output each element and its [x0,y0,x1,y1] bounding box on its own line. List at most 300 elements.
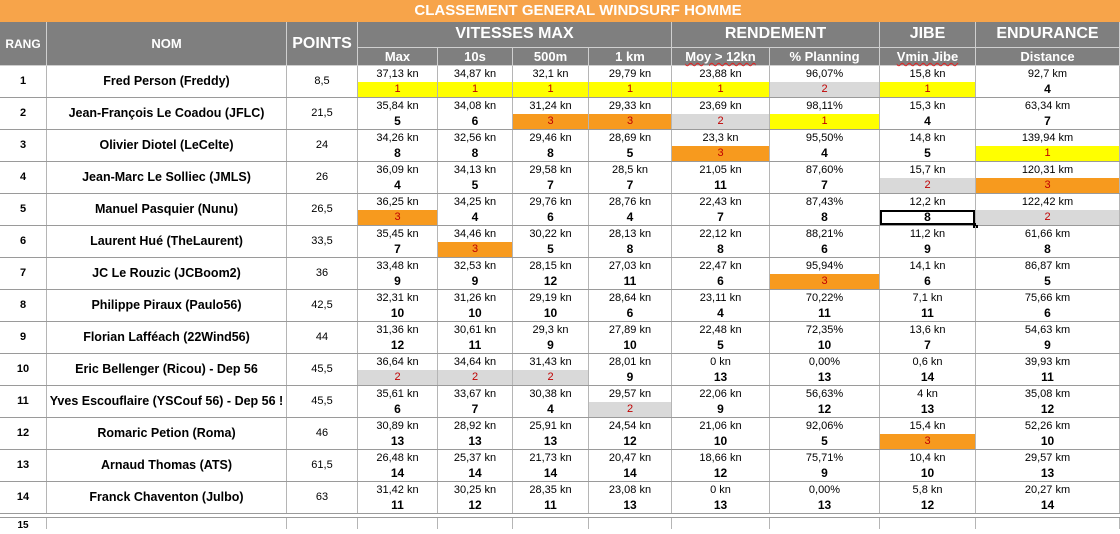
cell-distance-value[interactable]: 92,7 km [1027,68,1068,80]
cell-vmin-jibe-rank[interactable]: 2 [880,178,975,193]
cell-500m-rank[interactable]: 3 [513,114,588,129]
header-group-jibe[interactable]: JIBE [880,22,976,48]
cell-vmin-jibe-value[interactable]: 15,7 kn [909,164,946,176]
cell-vmin-jibe [880,162,976,193]
cell-moy-value[interactable]: 22,47 kn [699,260,742,272]
cell-10s-rank[interactable]: 14 [468,466,482,480]
cell-500m-value[interactable]: 32,1 kn [532,68,569,80]
cell-moy-rank[interactable]: 13 [713,498,728,512]
partial-row-cell[interactable] [672,518,770,529]
cell-moy-rank[interactable]: 11 [714,178,727,192]
cell-vmin-jibe-value[interactable]: 15,8 kn [909,68,946,80]
cell-moy-value[interactable]: 23,69 kn [699,100,742,112]
cell-planning-rank[interactable]: 3 [770,274,879,289]
cell-planning-value[interactable]: 95,50% [805,132,844,144]
cell-nom[interactable]: Romaric Petion (Roma) [47,418,287,449]
cell-10s-rank[interactable]: 10 [468,306,482,320]
cell-nom[interactable]: Laurent Hué (TheLaurent) [47,226,287,257]
cell-10s-value[interactable]: 34,13 kn [453,164,497,176]
cell-planning-value[interactable]: 92,06% [805,420,844,432]
cell-max-rank[interactable]: 13 [390,434,405,448]
cell-vmin-jibe-rank[interactable]: 12 [920,498,935,512]
cell-nom[interactable]: Olivier Diotel (LeCelte) [47,130,287,161]
cell-distance-value[interactable]: 20,27 km [1024,484,1071,496]
cell-distance-value[interactable]: 122,42 km [1021,196,1074,208]
cell-nom[interactable]: Arnaud Thomas (ATS) [47,450,287,481]
cell-max-value[interactable]: 26,48 kn [376,452,419,464]
cell-vmin-jibe-rank[interactable]: 5 [924,146,931,160]
cell-planning-value[interactable]: 0,00% [808,484,841,496]
cell-planning-value[interactable]: 96,07% [805,68,844,80]
partial-row-cell[interactable] [976,518,1120,529]
cell-rang[interactable]: 9 [0,322,47,353]
cell-500m-rank[interactable]: 9 [547,338,554,352]
cell-max-value[interactable]: 31,42 kn [376,484,419,496]
cell-planning-rank[interactable]: 4 [821,146,828,160]
cell-planning-rank[interactable]: 9 [821,466,828,480]
cell-points[interactable]: 33,5 [287,226,358,257]
cell-vmin-jibe-value[interactable]: 10,4 kn [909,452,946,464]
cell-max-value[interactable]: 36,09 kn [376,164,419,176]
cell-distance-rank[interactable]: 2 [976,210,1119,225]
cell-vmin-jibe-rank[interactable]: 7 [924,338,931,352]
header-group-rendement[interactable]: RENDEMENT [672,22,880,48]
cell-distance-value[interactable]: 29,57 km [1024,452,1071,464]
cell-planning-rank[interactable]: 6 [821,242,828,256]
cell-500m-rank[interactable]: 2 [513,370,588,385]
cell-1km-rank[interactable]: 2 [589,402,671,417]
cell-10s-value[interactable]: 32,53 kn [453,260,497,272]
cell-planning-rank[interactable]: 8 [821,210,828,224]
cell-distance-value[interactable]: 120,31 km [1021,164,1074,176]
cell-vmin-jibe [880,226,976,257]
header-sub-distance[interactable]: Distance [976,48,1120,66]
cell-500m-value[interactable]: 29,19 kn [529,292,572,304]
cell-max-rank[interactable]: 10 [390,306,405,320]
cell-10s-rank[interactable]: 8 [471,146,479,160]
cell-500m-value[interactable]: 29,58 kn [529,164,572,176]
cell-planning-rank[interactable]: 1 [770,114,879,129]
cell-10s-value[interactable]: 34,08 kn [453,100,497,112]
cell-max-rank[interactable]: 11 [391,498,404,512]
cell-planning-value[interactable]: 98,11% [806,100,843,112]
cell-max-rank[interactable]: 2 [358,370,437,385]
cell-500m-rank[interactable]: 5 [547,242,554,256]
header-group-vitesses[interactable]: VITESSES MAX [358,22,672,48]
cell-planning-value[interactable]: 87,60% [805,164,844,176]
cell-rang[interactable]: 2 [0,98,47,129]
header-sub-vmin-jibe[interactable] [880,48,976,66]
cell-distance-value[interactable]: 63,34 km [1024,100,1071,112]
cell-moy-rank[interactable]: 8 [717,242,724,256]
cell-distance-rank[interactable]: 4 [1044,82,1051,96]
cell-10s-rank[interactable]: 11 [468,338,482,352]
partial-row-rang[interactable]: 15 [0,518,47,529]
cell-10s-rank[interactable]: 9 [471,274,479,288]
cell-10s-value[interactable]: 32,56 kn [453,132,497,144]
cell-500m-value[interactable]: 29,3 kn [532,324,569,336]
header-rang[interactable]: RANG [0,22,47,66]
cell-moy-value[interactable]: 0 kn [710,356,731,368]
header-sub-max[interactable]: Max [358,48,438,66]
cell-1km-value[interactable]: 27,03 kn [608,260,652,272]
partial-row-cell[interactable] [438,518,513,529]
cell-10s-value[interactable]: 30,61 kn [453,324,497,336]
cell-vmin-jibe-rank[interactable]: 14 [920,370,935,384]
cell-10s [438,322,513,353]
cell-vmin-jibe-rank[interactable]: 10 [920,466,935,480]
cell-nom[interactable]: Franck Chaventon (Julbo) [47,482,287,513]
cell-rang[interactable]: 7 [0,258,47,289]
cell-1km-rank[interactable]: 10 [623,338,637,352]
cell-rang[interactable]: 6 [0,226,47,257]
cell-planning-value[interactable]: 0,00% [808,356,841,368]
cell-1km-rank[interactable]: 6 [626,306,634,320]
cell-10s-value[interactable]: 34,64 kn [453,356,497,368]
cell-max-value[interactable]: 37,13 kn [376,68,419,80]
cell-10s-rank[interactable]: 3 [438,242,512,257]
cell-moy-value[interactable]: 22,43 kn [699,196,742,208]
cell-nom[interactable]: Jean-Marc Le Solliec (JMLS) [47,162,287,193]
cell-planning-rank[interactable]: 13 [817,370,832,384]
cell-points[interactable]: 26,5 [287,194,358,225]
cell-moy-value[interactable]: 22,12 kn [699,228,742,240]
cell-max-rank[interactable]: 12 [390,338,405,352]
cell-10s [438,290,513,321]
cell-500m-rank[interactable]: 6 [547,210,554,224]
cell-vmin-jibe-rank[interactable]: 9 [924,242,931,256]
cell-500m-rank[interactable]: 12 [543,274,558,288]
cell-max-rank[interactable]: 1 [358,82,437,97]
cell-distance-rank[interactable]: 11 [1041,370,1054,384]
cell-planning-rank[interactable]: 13 [817,498,832,512]
cell-max-rank[interactable]: 3 [358,210,437,225]
cell-vmin-jibe-value[interactable]: 5,8 kn [912,484,943,496]
cell-max-rank[interactable]: 9 [394,274,401,288]
cell-max-rank[interactable]: 8 [394,146,401,160]
cell-planning-rank[interactable]: 2 [770,82,879,97]
cell-10s-rank[interactable]: 4 [471,210,479,224]
cell-moy-value[interactable]: 22,48 kn [699,324,742,336]
cell-moy-value[interactable]: 0 kn [710,484,731,496]
cell-moy-rank[interactable]: 1 [672,82,769,97]
cell-nom[interactable]: Fred Person (Freddy) [47,66,287,97]
cell-vmin-jibe-rank[interactable]: 4 [924,114,931,128]
cell-1km-rank[interactable]: 8 [626,242,634,256]
cell-rang[interactable]: 5 [0,194,47,225]
cell-distance-rank[interactable]: 8 [1044,242,1051,256]
cell-max-value[interactable]: 36,64 kn [376,356,419,368]
cell-points[interactable]: 46 [287,418,358,449]
cell-1km-value[interactable]: 29,33 kn [608,100,652,112]
cell-nom[interactable]: Manuel Pasquier (Nunu) [47,194,287,225]
header-sub-10s[interactable]: 10s [438,48,513,66]
partial-row-cell[interactable] [287,518,358,529]
cell-moy-rank[interactable]: 9 [717,402,724,416]
cell-max-value[interactable]: 30,89 kn [376,420,419,432]
cell-points[interactable]: 45,5 [287,386,358,417]
partial-row-cell[interactable] [47,518,287,529]
cell-distance-value[interactable]: 52,26 km [1024,420,1071,432]
cell-10s-rank[interactable]: 7 [471,402,479,416]
cell-moy-rank[interactable]: 2 [672,114,769,129]
cell-10s-value[interactable]: 30,25 kn [453,484,497,496]
cell-points[interactable]: 8,5 [287,66,358,97]
cell-vmin-jibe-value[interactable]: 4 kn [917,388,938,400]
cell-rang[interactable]: 12 [0,418,47,449]
partial-row-cell[interactable] [513,518,589,529]
cell-points[interactable]: 42,5 [287,290,358,321]
cell-distance-rank[interactable]: 3 [976,178,1119,193]
cell-points[interactable]: 24 [287,130,358,161]
cell-points[interactable]: 45,5 [287,354,358,385]
cell-10s-value[interactable]: 31,26 kn [453,292,497,304]
cell-distance-value[interactable]: 61,66 km [1024,228,1071,240]
partial-row-cell[interactable] [770,518,880,529]
cell-1km-value[interactable]: 29,57 kn [608,388,652,400]
cell-10s-value[interactable]: 34,87 kn [453,68,497,80]
cell-max-value[interactable]: 35,84 kn [376,100,419,112]
cell-distance-rank[interactable]: 6 [1044,306,1051,320]
cell-500m-value[interactable]: 28,15 kn [529,260,572,272]
cell-1km-value[interactable]: 28,13 kn [608,228,652,240]
cell-1km-rank[interactable]: 7 [626,178,634,192]
cell-vmin-jibe-value[interactable]: 13,6 kn [909,324,946,336]
cell-1km-rank[interactable]: 12 [623,434,637,448]
cell-planning-rank[interactable]: 10 [817,338,832,352]
cell-1km-value[interactable]: 28,01 kn [608,356,652,368]
cell-planning-rank[interactable]: 12 [817,402,832,416]
cell-rang[interactable]: 3 [0,130,47,161]
cell-vmin-jibe-value[interactable]: 7,1 kn [912,292,943,304]
cell-500m-rank[interactable]: 13 [543,434,558,448]
cell-500m-value[interactable]: 25,91 kn [529,420,572,432]
cell-vmin-jibe-value[interactable]: 14,8 kn [909,132,946,144]
cell-1km-rank[interactable]: 13 [623,498,637,512]
cell-nom[interactable]: Jean-François Le Coadou (JFLC) [47,98,287,129]
header-sub-moy[interactable] [672,48,770,66]
cell-distance-value[interactable]: 39,93 km [1024,356,1071,368]
cell-1km-rank[interactable]: 14 [623,466,637,480]
cell-distance-rank[interactable]: 1 [976,146,1119,161]
cell-500m-value[interactable]: 29,76 kn [529,196,572,208]
cell-vmin-jibe-value[interactable]: 0,6 kn [912,356,943,368]
cell-1km-value[interactable]: 28,76 kn [608,196,652,208]
cell-distance-rank[interactable]: 13 [1040,466,1055,480]
cell-500m-rank[interactable]: 1 [513,82,588,97]
cell-rang[interactable]: 1 [0,66,47,97]
partial-row-cell[interactable] [358,518,438,529]
cell-500m-rank[interactable]: 11 [544,498,557,512]
cell-max-rank[interactable]: 4 [394,178,401,192]
cell-500m-value[interactable]: 30,38 kn [529,388,572,400]
cell-1km-value[interactable]: 20,47 kn [608,452,652,464]
cell-nom[interactable]: Eric Bellenger (Ricou) - Dep 56 [47,354,287,385]
cell-planning-value[interactable]: 95,94% [805,260,844,272]
cell-10s-rank[interactable]: 6 [471,114,479,128]
cell-10s-rank[interactable]: 1 [438,82,512,97]
cell-500m-rank[interactable]: 7 [547,178,554,192]
cell-vmin-jibe [880,354,976,385]
cell-10s-rank[interactable]: 2 [438,370,512,385]
cell-vmin-jibe-value[interactable]: 12,2 kn [909,196,946,208]
cell-vmin-jibe-value[interactable]: 15,4 kn [909,420,946,432]
cell-points[interactable]: 36 [287,258,358,289]
header-sub-500m[interactable]: 500m [513,48,589,66]
cell-10s-value[interactable]: 33,67 kn [453,388,497,400]
cell-max-rank[interactable]: 6 [394,402,401,416]
cell-vmin-jibe-rank[interactable]: 1 [880,82,975,97]
cell-nom[interactable]: Yves Escouflaire (YSCouf 56) - Dep 56 ! [47,386,287,417]
cell-planning-value[interactable]: 70,22% [805,292,844,304]
cell-planning-rank[interactable]: 5 [821,434,828,448]
cell-distance-rank[interactable]: 12 [1040,402,1055,416]
partial-row-cell[interactable] [880,518,976,529]
cell-500m-value[interactable]: 31,24 kn [529,100,572,112]
header-sub-planning[interactable]: % Planning [770,48,880,66]
cell-distance [976,98,1120,129]
cell-moy-value[interactable]: 23,11 kn [699,292,742,304]
cell-distance-value[interactable]: 75,66 km [1024,292,1071,304]
cell-moy-rank[interactable]: 5 [717,338,724,352]
cell-500m-value[interactable]: 21,73 kn [529,452,572,464]
cell-max-rank[interactable]: 5 [394,114,401,128]
cell-nom[interactable]: JC Le Rouzic (JCBoom2) [47,258,287,289]
cell-distance-rank[interactable]: 9 [1044,338,1051,352]
cell-planning-rank[interactable]: 11 [818,306,831,320]
cell-500m-value[interactable]: 31,43 kn [529,356,572,368]
cell-vmin-jibe-rank[interactable]: 11 [921,306,934,320]
cell-vmin-jibe-rank[interactable]: 3 [880,434,975,449]
cell-distance-rank[interactable]: 5 [1044,274,1051,288]
cell-rang[interactable]: 13 [0,450,47,481]
cell-1km-value[interactable]: 28,5 kn [611,164,649,176]
cell-planning-value[interactable]: 87,43% [805,196,844,208]
cell-max-value[interactable]: 31,36 kn [376,324,419,336]
cell-points[interactable]: 21,5 [287,98,358,129]
cell-1km-rank[interactable]: 4 [626,210,634,224]
cell-distance-value[interactable]: 139,94 km [1021,132,1074,144]
cell-10s-value[interactable]: 34,25 kn [453,196,497,208]
cell-vmin-jibe-value[interactable]: 15,3 kn [909,100,946,112]
cell-500m-rank[interactable]: 8 [547,146,554,160]
cell-rang[interactable]: 10 [0,354,47,385]
cell-moy-value[interactable]: 23,88 kn [699,68,742,80]
cell-1km-value[interactable]: 23,08 kn [608,484,652,496]
cell-10s-value[interactable]: 25,37 kn [453,452,497,464]
cell-500m-value[interactable]: 29,46 kn [529,132,572,144]
cell-moy-value[interactable]: 21,05 kn [699,164,742,176]
cell-vmin-jibe-value[interactable]: 14,1 kn [909,260,946,272]
cell-nom[interactable]: Philippe Piraux (Paulo56) [47,290,287,321]
cell-1km-rank[interactable]: 1 [589,82,671,97]
cell-planning-value[interactable]: 75,71% [805,452,844,464]
cell-1km-value[interactable]: 28,69 kn [608,132,652,144]
cell-nom[interactable]: Florian Lafféach (22Wind56) [47,322,287,353]
cell-distance-value[interactable]: 35,08 km [1024,388,1071,400]
cell-moy-rank[interactable]: 7 [717,210,724,224]
cell-1km-rank[interactable]: 3 [589,114,671,129]
cell-1km-value[interactable]: 29,79 kn [608,68,652,80]
cell-points[interactable]: 61,5 [287,450,358,481]
cell-10s-rank[interactable]: 5 [471,178,479,192]
cell-10s-value[interactable]: 34,46 kn [453,228,497,240]
cell-500m-rank[interactable]: 10 [543,306,558,320]
cell-moy-rank[interactable]: 4 [717,306,724,320]
header-nom[interactable]: NOM [47,22,287,66]
cell-distance [976,130,1120,161]
cell-rang[interactable]: 8 [0,290,47,321]
cell-1km-value[interactable]: 28,64 kn [608,292,652,304]
cell-rang[interactable]: 11 [0,386,47,417]
cell-vmin-jibe-rank[interactable]: 13 [920,402,935,416]
cell-500m-rank[interactable]: 14 [543,466,558,480]
cell-distance-value[interactable]: 86,87 km [1024,260,1071,272]
cell-moy-rank[interactable]: 13 [713,370,728,384]
cell-points[interactable]: 63 [287,482,358,513]
cell-moy-value[interactable]: 22,06 kn [699,388,742,400]
cell-1km-value[interactable]: 24,54 kn [608,420,652,432]
cell-moy-rank[interactable]: 3 [672,146,769,161]
cell-planning-value[interactable]: 56,63% [805,388,844,400]
cell-10s-value[interactable]: 28,92 kn [453,420,497,432]
cell-max-value[interactable]: 33,48 kn [376,260,419,272]
cell-planning-value[interactable]: 88,21% [805,228,844,240]
cell-moy-rank[interactable]: 12 [713,466,728,480]
cell-1km-rank[interactable]: 9 [626,370,634,384]
cell-moy-value[interactable]: 18,66 kn [699,452,742,464]
cell-1km-rank[interactable]: 11 [623,274,637,288]
cell-distance-rank[interactable]: 14 [1040,498,1055,512]
cell-vmin-jibe-value[interactable]: 11,2 kn [909,228,946,240]
cell-10s-rank[interactable]: 12 [468,498,482,512]
cell-500m-value[interactable]: 28,35 kn [529,484,572,496]
cell-1km-rank[interactable]: 5 [626,146,634,160]
cell-moy-rank[interactable]: 6 [717,274,724,288]
cell-distance-rank[interactable]: 10 [1040,434,1055,448]
cell-max-value[interactable]: 34,26 kn [376,132,419,144]
cell-distance [976,258,1120,289]
cell-max-value[interactable]: 36,25 kn [376,196,419,208]
cell-planning-rank[interactable]: 7 [821,178,828,192]
header-points[interactable]: POINTS [287,22,358,66]
header-group-endurance[interactable]: ENDURANCE [976,22,1120,48]
cell-distance-rank[interactable]: 7 [1044,114,1051,128]
cell-planning-value[interactable]: 72,35% [805,324,844,336]
cell-max-value[interactable]: 35,61 kn [376,388,419,400]
cell-max-value[interactable]: 35,45 kn [376,228,419,240]
partial-row-cell[interactable] [589,518,672,529]
cell-1km-value[interactable]: 27,89 kn [608,324,652,336]
cell-vmin-jibe-rank[interactable]: 6 [924,274,931,288]
cell-distance-value[interactable]: 54,63 km [1024,324,1071,336]
cell-points[interactable]: 26 [287,162,358,193]
cell-moy-value[interactable]: 23,3 kn [702,132,739,144]
cell-max-rank[interactable]: 14 [390,466,405,480]
cell-max-rank[interactable]: 7 [394,242,401,256]
cell-500m-rank[interactable]: 4 [547,402,554,416]
cell-10s-rank[interactable]: 13 [468,434,482,448]
cell-vmin-jibe-rank[interactable]: 8 [880,210,975,225]
cell-rang[interactable]: 14 [0,482,47,513]
header-sub-1km[interactable]: 1 km [589,48,672,66]
cell-500m-value[interactable]: 30,22 kn [529,228,572,240]
cell-rang[interactable]: 4 [0,162,47,193]
cell-moy-value[interactable]: 21,06 kn [699,420,742,432]
cell-moy-rank[interactable]: 10 [713,434,728,448]
cell-max-value[interactable]: 32,31 kn [376,292,419,304]
cell-points[interactable]: 44 [287,322,358,353]
